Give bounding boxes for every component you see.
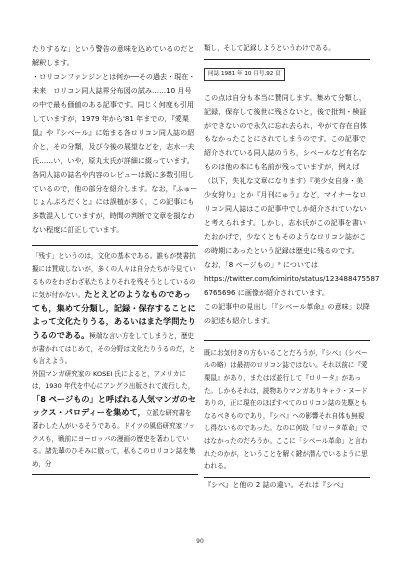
paragraph: この記事中の見出し「『シベール革命』の意味」以降の記述も紹介します。 [204, 301, 370, 325]
quote-text: 立派な研究書を著わした人がいるそうである。ドイツの風俗研究家フックスも，戦前にヨーロッパの漫画の歴史を著わしている。諸先輩のひそみに倣って，私もこのロリコン誌を集め，分 [32, 409, 196, 468]
paragraph: 『シベ』と他の 2 誌の違い。それは『シベ』 [204, 479, 348, 489]
citation: 同誌 1981 年 10 月号,92 頁 [204, 68, 285, 81]
paragraph: たりするな」という警告の意味を込めているのだと解釈します。 [32, 44, 195, 67]
quote-text: 外国マンガ研究家の KOSEI 氏によると，アメリカには，1930 年代を中心にアングラ出版されて流行した， [32, 369, 195, 391]
quote-continuation [204, 42, 370, 60]
quote-block [32, 245, 198, 475]
quote-text: 極端な言い方をしてしまうと，歴史が書かれてはじめて，その分野は文化たりうるのだ，とも言えよう。 [32, 331, 196, 366]
right-body-text-end [204, 478, 370, 492]
quote-paragraph: 既にお気付きの方もいることだろうが，『シベ』（シベールの略）は最初のロリコン誌ではない。それ以前に『愛栗鼠』があり，またはば並行して『ロリータ』があった。しかもそれは，読物ありマンガありキャラ・ヌードありの，正に現在のほぼすべてのロリコン誌の先駆ともなるべきものであり，『シベ』への影響それ自体も無視し得ないものであった。なのに何故「ロリータ革命」ではなかったのだろうか。ここに「シベール革命」と言われたのかが，ということを解く鍵が潜んでいるように思われる。 [204, 348, 368, 471]
left-column [32, 42, 198, 475]
right-body-text [204, 91, 380, 328]
left-body-text [32, 42, 198, 237]
quote-paragraph: 類し，そして記録しようというわけである。 [204, 44, 335, 52]
paragraph: ・ロリコンファンジンとは何か──その過去・現在・未来 ロリコン同人誌界分布図の試み……10 月号の中で最も価値のある記事です。同じく何度も引用していますが，1979 年から'81 年までの，『愛栗鼠』や『シベール』に始まる各ロリコン同人誌の紹介と，その分類，及び今後の展望などを，志水一夫氏……い，いや，原丸太氏が詳細に綴っています。各同人誌の誌名や内容のレビューは既に多数引用しているので，他の部分を紹介します。なお，『ふゅーじょんぷろだくと』には誤植が多く，この記事にも多数混入していますが，時間の判断で文章を損なわない程度に訂正しています。 [32, 71, 198, 235]
quote-text: 「残す」というのは，文化の基本である。誰もが焚書抗擬には賛成しないが，多くの人々は自分たちが今見ているものをわざわざ私たちよりそれを残そうとしているのに気が付かない。 [32, 252, 196, 300]
quote-paragraph [32, 250, 198, 367]
paragraph: なお，「8 ページもの」⁹ については https://twitter.com/kimirito/status/123488475587 6765696 に画像が紹介されています。 [204, 260, 380, 297]
quote-paragraph [32, 368, 198, 471]
right-column [204, 42, 380, 492]
quote-block-2 [204, 340, 370, 478]
paragraph: この点は自分も本当に賛同します。集めて分類し，記録，保存して後世に残さないと，後で批判・検証ができないので永久に忘れ去られ，やがて存在自体もなかったことにされてしまうのです。この記事で紹介されている同人誌のうち，シベールなど有名なものは他の本にも名前が残っていますが，例えば（以下，失礼な文章になります）『美少女自身・美少女狩り』とか『月刊にゅう』など，マイナーなロリコン同人誌はこの記事中でしか紹介されていないと考えられます。しかし，志水氏がこの記事を書いたおかげで，少なくともそのようなロリコン誌がこの時期にあったという記録は歴史に残るのです。 [204, 92, 367, 256]
quote-bold-text: たとえどのようなものであっても，集めて分類し，記録・保存することによって文化たりうる，あるいはまた学問たりうるのである。 [32, 289, 196, 340]
page-number: 90 [196, 538, 204, 545]
quote-bold-text: 「8 ページもの」と呼ばれる人気マンガのセックス・パロディーを集めて， [32, 393, 196, 418]
